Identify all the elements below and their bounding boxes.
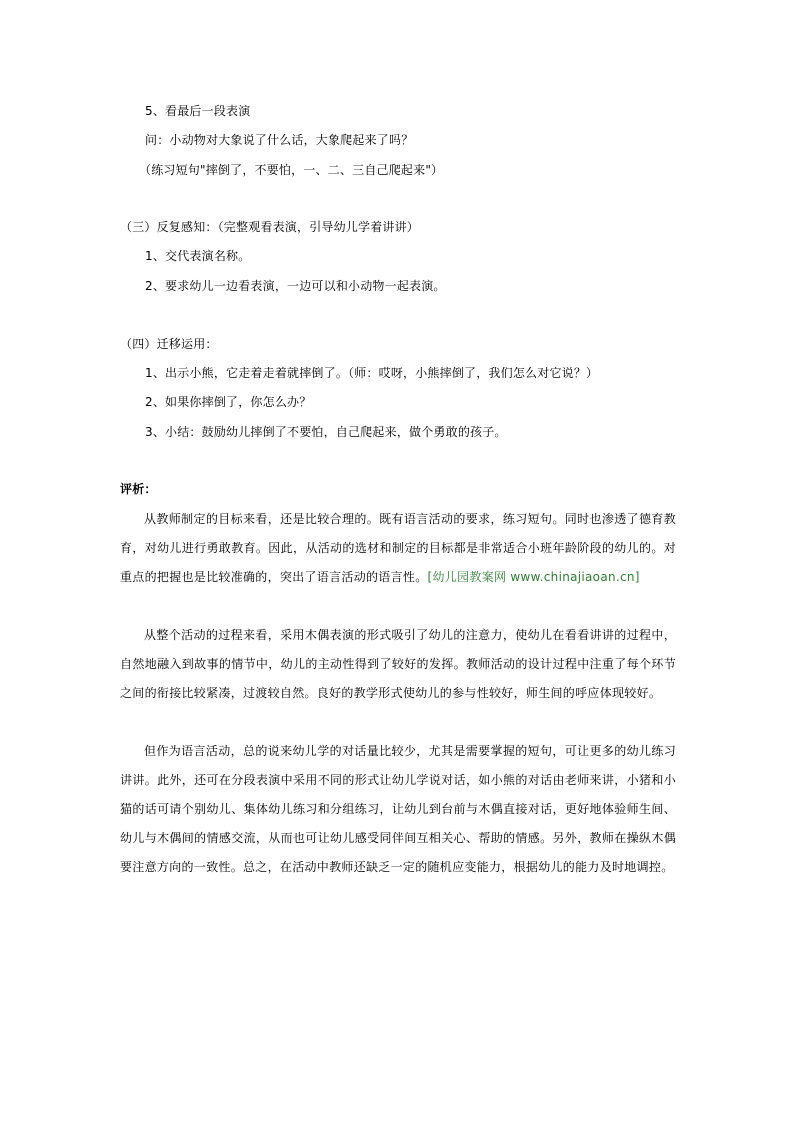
review-heading: 评析：: [120, 482, 157, 496]
practice-sentence-line: （练习短句"摔倒了，不要怕，一、二、三自己爬起来"）: [139, 163, 444, 177]
section-four-item-3: 3、小结：鼓励幼儿摔倒了不要怕，自己爬起来，做个勇敢的孩子。: [145, 425, 507, 439]
section-three-item-1: 1、交代表演名称。: [145, 249, 251, 263]
review-paragraph-1: [120, 505, 676, 592]
source-link[interactable]: [幼儿园教案网 www.chinajiaoan.cn]: [427, 570, 640, 584]
section-four-item-1: 1、出示小熊，它走着走着就摔倒了。（师：哎呀，小熊摔倒了，我们怎么对它说？）: [145, 366, 599, 380]
section-four-item-2: 2、如果你摔倒了，你怎么办？: [145, 395, 312, 409]
question-line: 问：小动物对大象说了什么话，大象爬起来了吗？: [145, 133, 414, 147]
section-four-heading: （四）迁移运用：: [120, 337, 218, 351]
review-paragraph-2: 从整个活动的过程来看，采用木偶表演的形式吸引了幼儿的注意力，使幼儿在看看讲讲的过程中，自然地融入到故事的情节中，幼儿的主动性得到了较好的发挥。教师活动的设计过程中注重了每个环节之间的衔接比较紧凑，过渡较自然。良好的教学形式使幼儿的参与性较好，师生间的呼应体现较好。: [120, 628, 676, 700]
section-three-item-2: 2、要求幼儿一边看表演，一边可以和小动物一起表演。: [145, 279, 446, 293]
review-paragraph-1-text: 从教师制定的目标来看，还是比较合理的。既有语言活动的要求，练习短句。同时也渗透了德育教育，对幼儿进行勇敢教育。因此，从活动的选材和制定的目标都是非常适合小班年龄阶段的幼儿的。对重点的把握也是比较准确的，突出了语言活动的语言性。: [120, 512, 676, 584]
item-5-watch-last-performance: 5、看最后一段表演: [145, 104, 251, 118]
section-three-heading: （三）反复感知：（完整观看表演，引导幼儿学着讲讲）: [120, 220, 420, 234]
review-paragraph-3: 但作为语言活动，总的说来幼儿学的对话量比较少，尤其是需要掌握的短句，可让更多的幼儿练习讲讲。此外，还可在分段表演中采用不同的形式让幼儿学说对话，如小熊的对话由老师来讲，小猪和小猫的话可请个别幼儿、集体幼儿练习和分组练习，让幼儿到台前与木偶直接对话，更好地体验师生间、幼儿与木偶间的情感交流，从而也可让幼儿感受同伴间互相关心、帮助的情感。另外，教师在操纵木偶要注意方向的一致性。总之，在活动中教师还缺乏一定的随机应变能力，根据幼儿的能力及时地调控。: [120, 744, 676, 874]
